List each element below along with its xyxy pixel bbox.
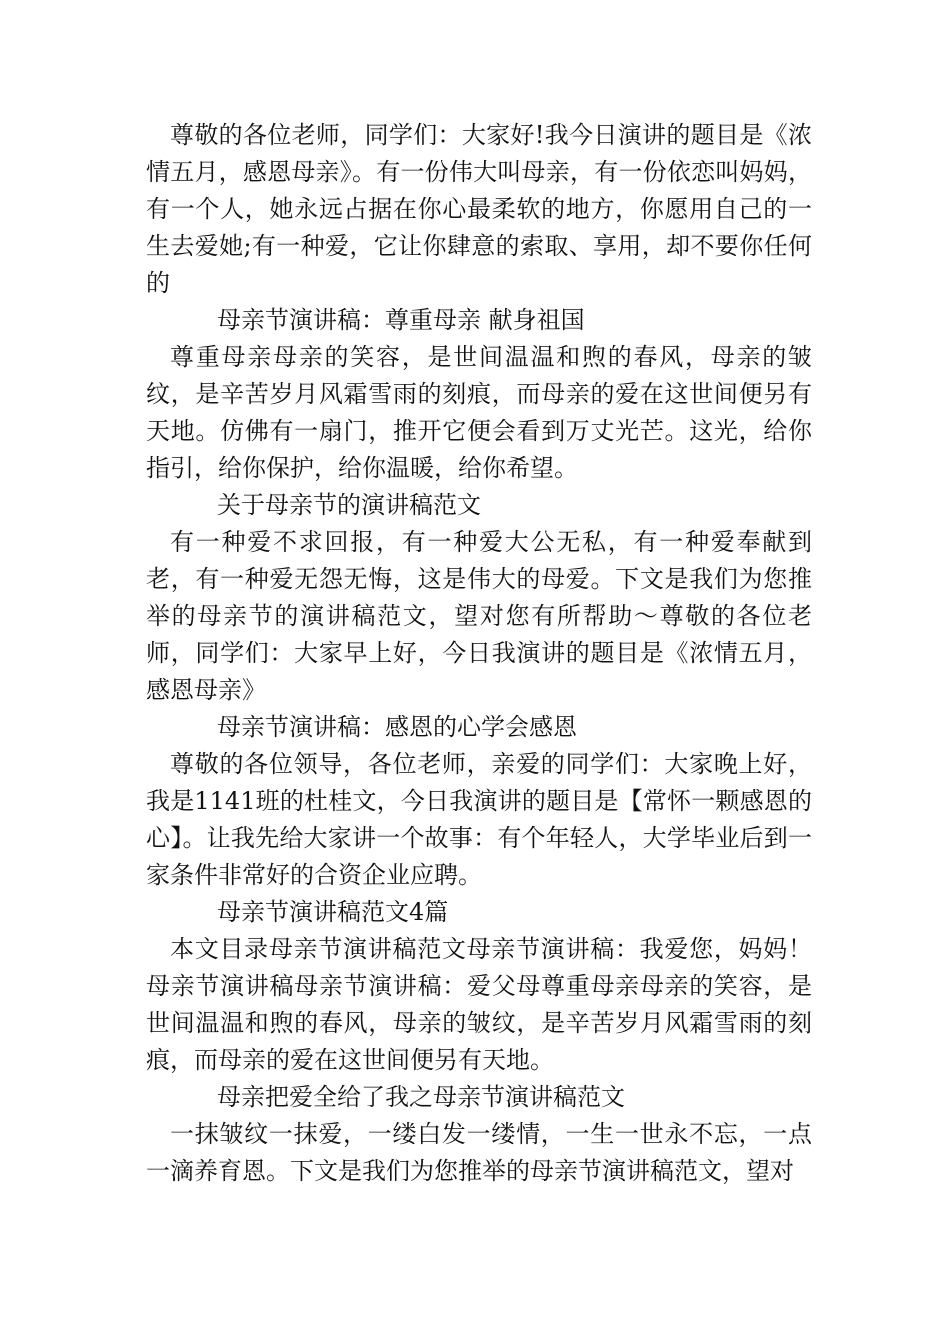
paragraph-speech-samples: 有一种爱不求回报，有一种爱大公无私，有一种爱奉献到老，有一种爱无怨无悔，这是伟大的母爱。下文是我们为您推举的母亲节的演讲稿范文，望对您有所帮助～尊敬的各位老师，同学们：大家早上好，今日我演讲的题目是《浓情五月，感恩母亲》 [146, 528, 812, 704]
paragraph-intro: 尊敬的各位老师，同学们：大家好!我今日演讲的题目是《浓情五月，感恩母亲》。有一份伟大叫母亲，有一份依恋叫妈妈，有一个人，她永远占据在你心最柔软的地方，你愿用自己的一生去爱她;有一种爱，它让你肆意的索取、享用，却不要你任何的 [146, 121, 812, 297]
section-heading-mother-gave-love: 母亲把爱全给了我之母亲节演讲稿范文 [217, 1083, 625, 1111]
paragraph-respect-mother: 尊重母亲母亲的笑容，是世间温温和煦的春风，母亲的皱纹，是辛苦岁月风霜雪雨的刻痕，而母亲的爱在这世间便另有天地。仿佛有一扇门，推开它便会看到万丈光芒。这光，给你指引，给你保护，给你温暖，给你希望。 [146, 343, 812, 482]
section-heading-respect-mother: 母亲节演讲稿：尊重母亲 献身祖国 [217, 306, 585, 334]
paragraph-four-samples: 本文目录母亲节演讲稿范文母亲节演讲稿：我爱您，妈妈！母亲节演讲稿母亲节演讲稿：爱父母尊重母亲母亲的笑容，是世间温温和煦的春风，母亲的皱纹，是辛苦岁月风霜雪雨的刻痕，而母亲的爱在这世间便另有天地。 [146, 935, 812, 1074]
section-heading-gratitude: 母亲节演讲稿：感恩的心学会感恩 [217, 713, 577, 741]
section-heading-four-samples: 母亲节演讲稿范文4篇 [217, 898, 449, 926]
document-body [146, 117, 812, 1190]
paragraph-gratitude: 尊敬的各位领导，各位老师，亲爱的同学们：大家晚上好，我是1141班的杜桂文，今日我演讲的题目是【常怀一颗感恩的心】。让我先给大家讲一个故事：有个年轻人，大学毕业后到一家条件非常好的合资企业应聘。 [146, 750, 812, 889]
paragraph-mother-gave-love: 一抹皱纹一抹爱，一缕白发一缕情，一生一世永不忘，一点一滴养育恩。下文是我们为您推举的母亲节演讲稿范文，望对 [146, 1120, 812, 1185]
section-heading-speech-samples: 关于母亲节的演讲稿范文 [217, 491, 481, 519]
